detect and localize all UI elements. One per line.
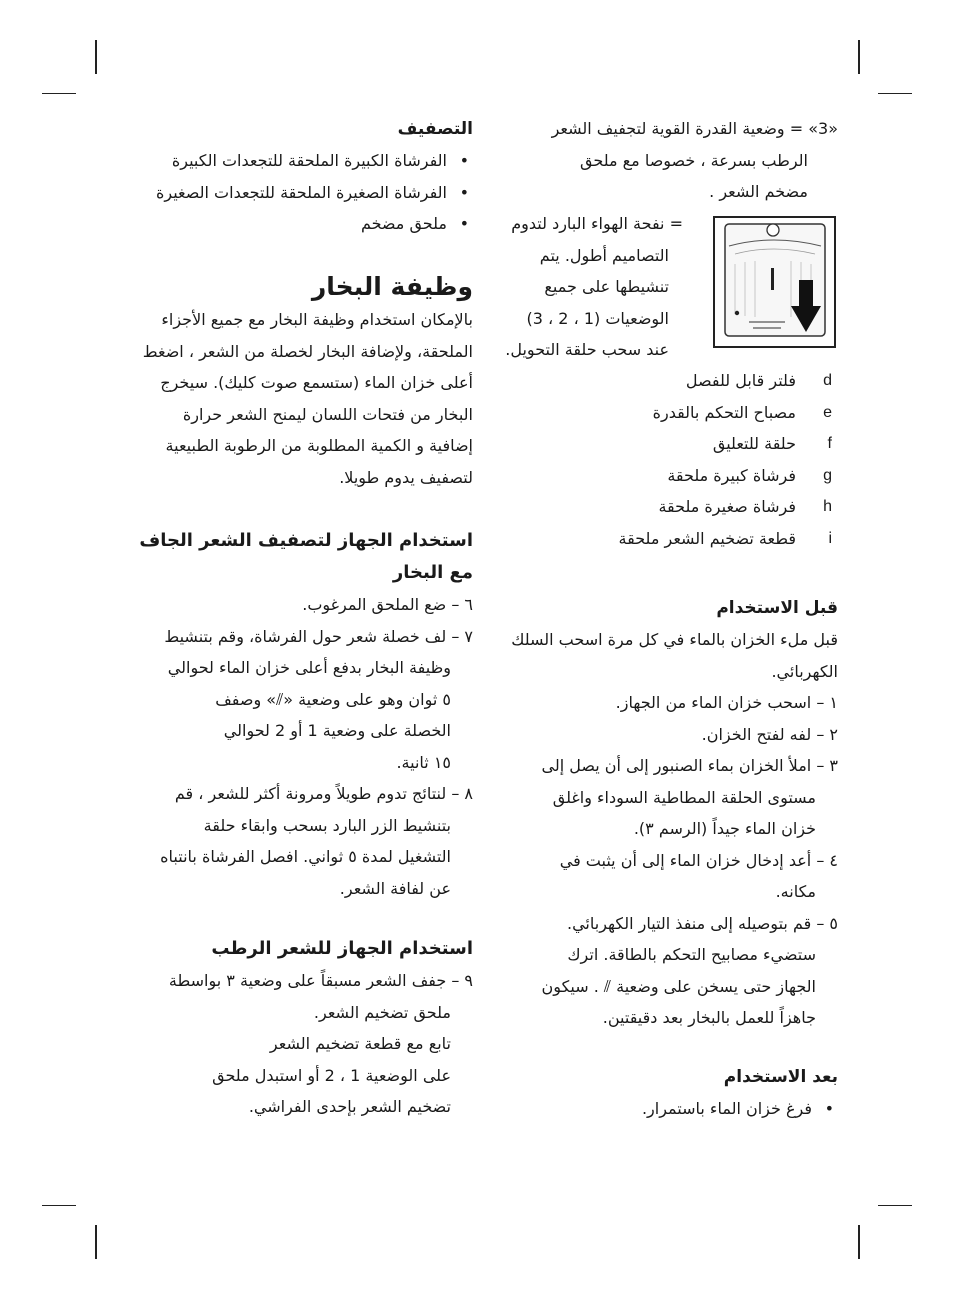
cool-line: = نفحة الهواء البارد لتدوم [511, 214, 683, 233]
cool-shot-figure [713, 216, 836, 348]
step-3-cont: خزان الماء جيداً (الرسم ٣). [633, 819, 816, 838]
step-5: ٥ – قم بتوصيله إلى منفذ التيار الكهربائي. [566, 913, 838, 933]
step-4-cont: مكانه. [775, 882, 816, 901]
crop-mark [878, 1205, 912, 1206]
crop-mark [42, 1205, 76, 1206]
crop-mark [858, 40, 860, 74]
part-item [508, 460, 838, 492]
part-key: i [828, 529, 832, 547]
styling-item: • ملحق مضخم [113, 208, 473, 240]
part-key: h [823, 498, 832, 515]
wet-step-9-cont: تابع مع قطعة تضخيم الشعر [269, 1034, 451, 1053]
step-2: ٢ – لفه لفتح الخزان. [701, 724, 838, 744]
before-intro: قبل ملء الخزان بالماء في كل مرة اسحب السلك [511, 630, 838, 649]
part-key: f [827, 435, 832, 452]
step-4: ٤ – أعد إدخال خزان الماء إلى أن يثبت في [559, 850, 838, 870]
part-item [508, 428, 838, 460]
parts-list [508, 365, 838, 554]
cool-line: تنشيطها على جميع [544, 277, 669, 296]
part-key: d [823, 372, 832, 389]
step-3-cont: مستوى الحلقة المطاطية السوداء واغلق [552, 787, 816, 807]
step-5-cont: جاهزاً للعمل بالبخار بعد دقيقتين. [602, 1008, 816, 1027]
cool-line: عند سحب حلقة التحويل. [505, 340, 669, 359]
part-item [508, 365, 838, 397]
cool-shot-illustration [715, 218, 834, 346]
mode3-line: الرطب بسرعة ، خصوصا مع ملحق [580, 150, 808, 170]
dry-hair-section [113, 525, 473, 904]
wet-hair-section [113, 933, 473, 1123]
before-use-title: قبل الاستخدام [716, 598, 838, 618]
crop-mark [42, 93, 76, 94]
styling-section [113, 113, 473, 240]
after-use-title: بعد الاستخدام [723, 1067, 838, 1087]
styling-item: • الفرشاة الصغيرة الملحقة للتجعدات الصغيرة [113, 177, 473, 209]
wet-step-9-cont: تضخيم الشعر بإحدى الفراشي. [248, 1097, 451, 1116]
step-5-cont: ستضيء مصابيح التحكم بالطاقة. اترك [567, 945, 816, 964]
steam-text: إضافية و الكمية المطلوبة من الرطوبة الطبيعية [165, 436, 473, 455]
dry-step-8: ٨ – لنتائج تدوم طويلاً ومرونة أكثر للشعر ، قم [174, 784, 473, 803]
styling-item: • الفرشاة الكبيرة الملحقة للتجعدات الكبيرة [113, 145, 473, 177]
crop-mark [95, 40, 97, 74]
step-3: ٣ – املأ الخزان بماء الصنبور إلى أن يصل إلى [541, 756, 838, 775]
wet-step-9-cont: ملحق تضخيم الشعر. [313, 1002, 451, 1022]
dry-step-8-cont: عن لفافة الشعر. [339, 878, 451, 898]
dry-step-8-cont: بتنشيط الزر البارد بسحب وابقاء حلقة [203, 815, 451, 835]
part-text: قطعة تضخيم الشعر ملحقة [618, 528, 796, 548]
cool-shot-text [493, 208, 683, 366]
part-text: فرشاة كبيرة ملحقة [667, 465, 796, 485]
dry-step-7: ٧ – لف خصلة شعر حول الفرشاة، وقم بتنشيط [164, 626, 473, 646]
dry-step-7-cont: ٥ ثوان وهو على وضعية «⫽» وصفف [215, 689, 451, 709]
wet-hair-title: استخدام الجهاز للشعر الرطب [211, 938, 473, 959]
dry-step-6: ٦ – ضع الملحق المرغوب. [302, 595, 473, 614]
part-text: فلتر قابل للفصل [685, 371, 796, 390]
step-5-cont: الجهاز حتى يسخن على وضعية ⫽ . سيكون [541, 976, 816, 996]
wet-step-9: ٩ – جفف الشعر مسبقاً على وضعية ٣ بواسطة [168, 971, 473, 990]
after-use-item: • فرغ خزان الماء باستمرار. [488, 1093, 838, 1125]
dry-step-7-cont: ١٥ ثانية. [396, 752, 451, 772]
part-item [508, 397, 838, 429]
part-key: e [823, 403, 832, 421]
steam-text: أعلى خزان الماء (ستسمع صوت كليك). سيخرج [160, 373, 473, 392]
steam-text: بالإمكان استخدام وظيفة البخار مع جميع الأجزاء [161, 310, 473, 329]
steam-text: البخار من فتحات اللسان ليمنح الشعر حرارة [182, 404, 473, 424]
before-intro: الكهربائي. [771, 661, 838, 681]
steam-title: وظيفة البخار [311, 272, 473, 301]
dry-hair-title: استخدام الجهاز لتصفيف الشعر الجاف [139, 530, 473, 551]
dry-step-7-cont: الخصلة على وضعية 1 أو 2 لحوالي [223, 721, 451, 740]
part-item [508, 491, 838, 523]
crop-mark [858, 1225, 860, 1259]
dry-step-8-cont: التشغيل لمدة ٥ ثواني. افصل الفرشاة بانتباه [160, 847, 451, 866]
part-item [508, 523, 838, 555]
styling-title: التصفيف [397, 119, 473, 139]
right-column [488, 113, 838, 208]
after-use-section [488, 1061, 838, 1125]
before-use-section [488, 592, 838, 1034]
part-key: g [823, 466, 832, 484]
part-text: مصباح التحكم بالقدرة [652, 402, 796, 422]
cool-line: التصاميم أطول. يتم [539, 245, 669, 265]
steam-text: لتصفيف يدوم طويلا. [339, 467, 473, 487]
steam-section [113, 270, 473, 493]
step-1: ١ – اسحب خزان الماء من الجهاز. [615, 693, 838, 712]
mode3-line: «3» = وضعية القدرة القوية لتجفيف الشعر [551, 119, 838, 138]
cool-line: الوضعيات (1 ، 2 ، 3) [526, 308, 669, 328]
wet-step-9-cont: على الوضعية 1 ، 2 أو استبدل ملحق [212, 1065, 451, 1085]
mode3-line: مضخم الشعر . [709, 182, 808, 201]
crop-mark [878, 93, 912, 94]
dry-hair-title: مع البخار [392, 562, 473, 583]
dry-step-7-cont: وظيفة البخار بدفع أعلى خزان الماء لحوالي [167, 658, 451, 677]
crop-mark [95, 1225, 97, 1259]
part-text: فرشاة صغيرة ملحقة [658, 497, 796, 516]
part-text: حلقة للتعليق [712, 434, 796, 453]
steam-text: الملحقة، ولإضافة البخار لخصلة من الشعر ، اضغط [142, 341, 473, 361]
